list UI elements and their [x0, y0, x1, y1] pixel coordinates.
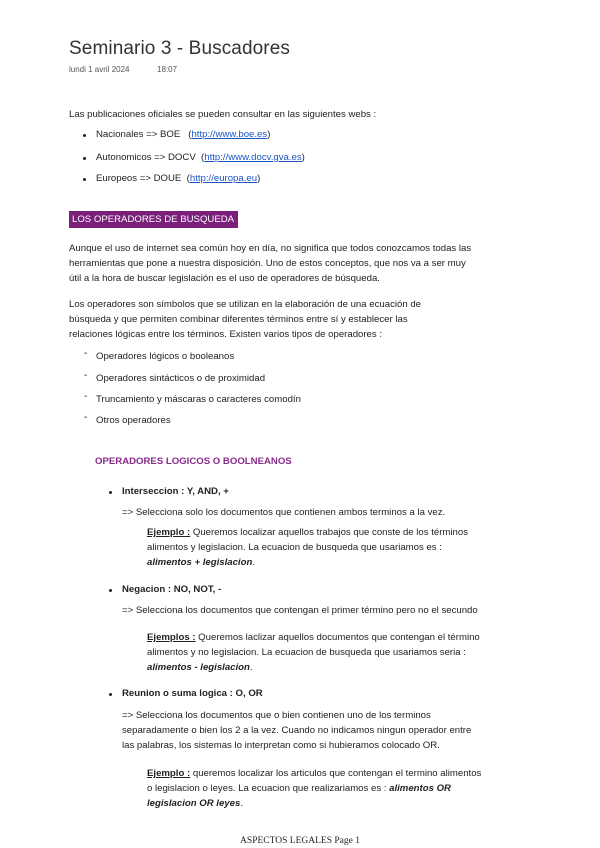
bullet-icon: [109, 589, 112, 592]
operator-type: Operadores lógicos o booleanos: [96, 351, 235, 362]
bullet-icon: [83, 178, 86, 181]
example-formula: alimentos OR: [389, 783, 451, 794]
para2-line: relaciones lógicas entre los términos. Existen varios tipos de operadores :: [69, 329, 383, 340]
paragraph-1: [69, 241, 471, 286]
link-europa[interactable]: http://europa.eu: [189, 173, 258, 184]
example-formula: alimentos + legislacion: [147, 557, 253, 568]
para1-line: herramientas que pone a nuestra disposición. Uno de estos conceptos, que nos va a ser muy: [69, 258, 466, 269]
example-end: .: [252, 557, 255, 568]
example-end: .: [249, 662, 253, 673]
example-formula: legislacion OR leyes: [147, 798, 241, 809]
example-label: Ejemplo :: [147, 527, 191, 538]
para1-line: útil a la hora de buscar legislación es el uso de operadores de búsqueda.: [69, 273, 380, 284]
reunion-desc-line: separadamente o bien los 2 a la vez. Cuando no indicamos ningun operador entre: [122, 725, 472, 736]
negacion-example: [147, 630, 480, 675]
bullet-icon: [83, 134, 86, 137]
reunion-heading: Reunion o suma logica : O, OR: [122, 688, 263, 699]
web-label: Nacionales => BOE: [96, 129, 181, 140]
intro-text: Las publicaciones oficiales se pueden consultar en las siguientes webs :: [69, 109, 377, 120]
example-text: queremos localizar los articulos que contengan el termino alimentos: [190, 768, 482, 779]
para2-line: búsqueda y que permiten combinar diferentes términos entre sí y establecer las: [69, 314, 408, 325]
interseccion-example: [147, 525, 468, 570]
example-label: Ejemplos :: [147, 632, 196, 643]
paragraph-2: [69, 297, 421, 342]
example-formula: alimentos - legislacion: [147, 662, 250, 673]
link-boe[interactable]: http://www.boe.es: [191, 129, 268, 140]
negacion-heading: Negacion : NO, NOT, -: [122, 584, 222, 595]
bullet-icon: [109, 491, 112, 494]
section-heading: LOS OPERADORES DE BUSQUEDA: [69, 211, 238, 228]
example-text: o legislacion o leyes. La ecuacion que realizariamos es :: [147, 783, 390, 794]
reunion-desc-line: las palabras, los sistemas lo interpretan como si hubieramos colocado OR.: [122, 740, 440, 751]
link-docv[interactable]: http://www.docv.gva.es: [204, 152, 302, 163]
example-text: alimentos y no legislacion. La ecuacion de busqueda que usariamos seria :: [147, 647, 466, 658]
subsection-heading: OPERADORES LOGICOS O BOOLNEANOS: [95, 456, 292, 467]
dash-icon: -: [84, 412, 88, 423]
para1-line: Aunque el uso de internet sea común hoy en día, no significa que todos conozcamos todas las: [69, 243, 472, 254]
interseccion-heading: Interseccion : Y, AND, +: [122, 486, 229, 497]
negacion-desc: => Selecciona los documentos que contengan el primer término pero no el secundo: [122, 605, 478, 616]
web-item-docv: Autonomicos => DOCV (http://www.docv.gva.es): [96, 152, 305, 163]
bullet-icon: [83, 157, 86, 160]
example-label: Ejemplo :: [147, 768, 191, 779]
web-label: Autonomicos => DOCV: [96, 152, 196, 163]
reunion-desc-line: => Selecciona los documentos que o bien contienen uno de los terminos: [122, 710, 431, 721]
operator-type: Truncamiento y máscaras o caracteres comodín: [96, 394, 301, 405]
page-date: lundi 1 avril 2024: [69, 65, 130, 74]
interseccion-desc: => Selecciona solo los documentos que contienen ambos terminos a la vez.: [122, 507, 446, 518]
example-text: alimentos y legislacion. La ecuacion de busqueda que usariamos es :: [147, 542, 442, 553]
operator-type: Otros operadores: [96, 415, 171, 426]
bullet-icon: [109, 693, 112, 696]
example-text: Queremos laclizar aquellos documentos que contengan el término: [195, 632, 480, 643]
reunion-example: [147, 766, 481, 811]
page-footer: ASPECTOS LEGALES Page 1: [240, 836, 360, 846]
para2-line: Los operadores son símbolos que se utilizan en la elaboración de una ecuación de: [69, 299, 422, 310]
dash-icon: -: [84, 348, 88, 359]
web-item-boe: Nacionales => BOE (http://www.boe.es): [96, 129, 271, 140]
dash-icon: -: [84, 370, 88, 381]
example-text: Queremos localizar aquellos trabajos que conste de los términos: [190, 527, 469, 538]
web-label: Europeos => DOUE: [96, 173, 182, 184]
dash-icon: -: [84, 391, 88, 402]
page-time: 18:07: [157, 65, 178, 74]
web-item-doue: Europeos => DOUE (http://europa.eu): [96, 173, 261, 184]
operator-type: Operadores sintácticos o de proximidad: [96, 373, 266, 384]
reunion-desc: [122, 708, 471, 753]
page-title: Seminario 3 - Buscadores: [69, 38, 291, 59]
example-end: .: [240, 798, 243, 809]
